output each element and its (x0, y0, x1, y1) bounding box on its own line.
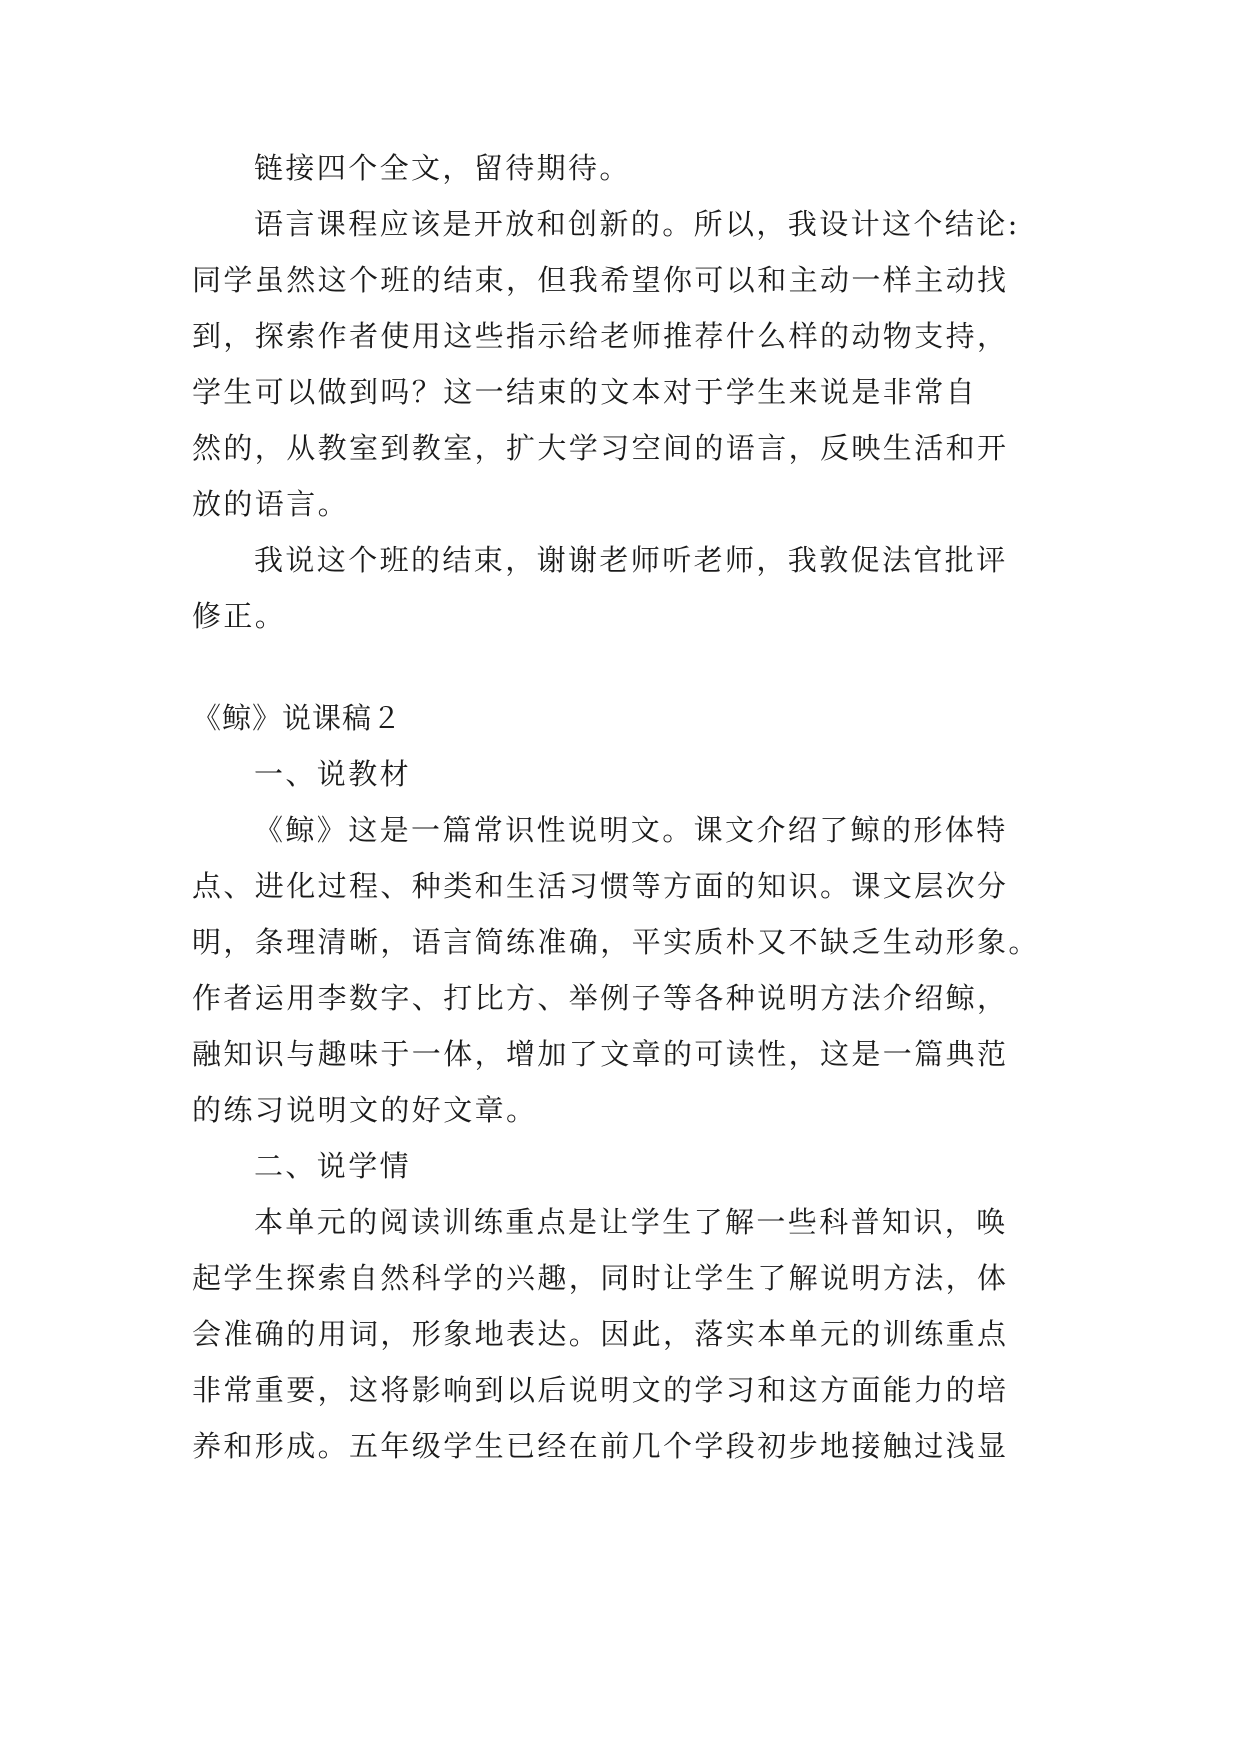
text-line: 融知识与趣味于一体，增加了文章的可读性，这是一篇典范 (192, 1037, 1009, 1071)
text-line: 会准确的用词，形象地表达。因此，落实本单元的训练重点 (192, 1317, 1009, 1351)
paragraph-start-line: 语言课程应该是开放和创新的。所以，我设计这个结论: (254, 207, 1020, 241)
text-line: 同学虽然这个班的结束，但我希望你可以和主动一样主动找 (192, 263, 1009, 297)
text-line: 作者运用李数字、打比方、举例子等各种说明方法介绍鲸， (192, 981, 1009, 1015)
text-line: 修正。 (192, 599, 287, 633)
section-title: 《鲸》说课稿２ (192, 701, 403, 735)
text-line: 放的语言。 (192, 487, 350, 521)
text-line: 起学生探索自然科学的兴趣，同时让学生了解说明方法，体 (192, 1261, 1009, 1295)
text-line: 链接四个全文，留待期待。 (254, 151, 631, 185)
section-heading: 二、说学情 (254, 1149, 412, 1183)
section-heading: 一、说教材 (254, 757, 412, 791)
paragraph-start-line: 《鲸》这是一篇常识性说明文。课文介绍了鲸的形体特 (254, 813, 1008, 847)
text-line: 的练习说明文的好文章。 (192, 1093, 538, 1127)
text-line: 非常重要，这将影响到以后说明文的学习和这方面能力的培 (192, 1373, 1009, 1407)
text-line: 到，探索作者使用这些指示给老师推荐什么样的动物支持， (192, 319, 1009, 353)
paragraph-start-line: 本单元的阅读训练重点是让学生了解一些科普知识，唤 (254, 1205, 1008, 1239)
text-line: 明，条理清晰，语言简练准确，平实质朴又不缺乏生动形象。 (192, 925, 1040, 959)
text-line: 学生可以做到吗？这一结束的文本对于学生来说是非常自 (192, 375, 978, 409)
paragraph-start-line: 我说这个班的结束，谢谢老师听老师，我敦促法官批评 (254, 543, 1008, 577)
text-line: 然的，从教室到教室，扩大学习空间的语言，反映生活和开 (192, 431, 1009, 465)
text-line: 养和形成。五年级学生已经在前几个学段初步地接触过浅显 (192, 1429, 1009, 1463)
text-line: 点、进化过程、种类和生活习惯等方面的知识。课文层次分 (192, 869, 1009, 903)
